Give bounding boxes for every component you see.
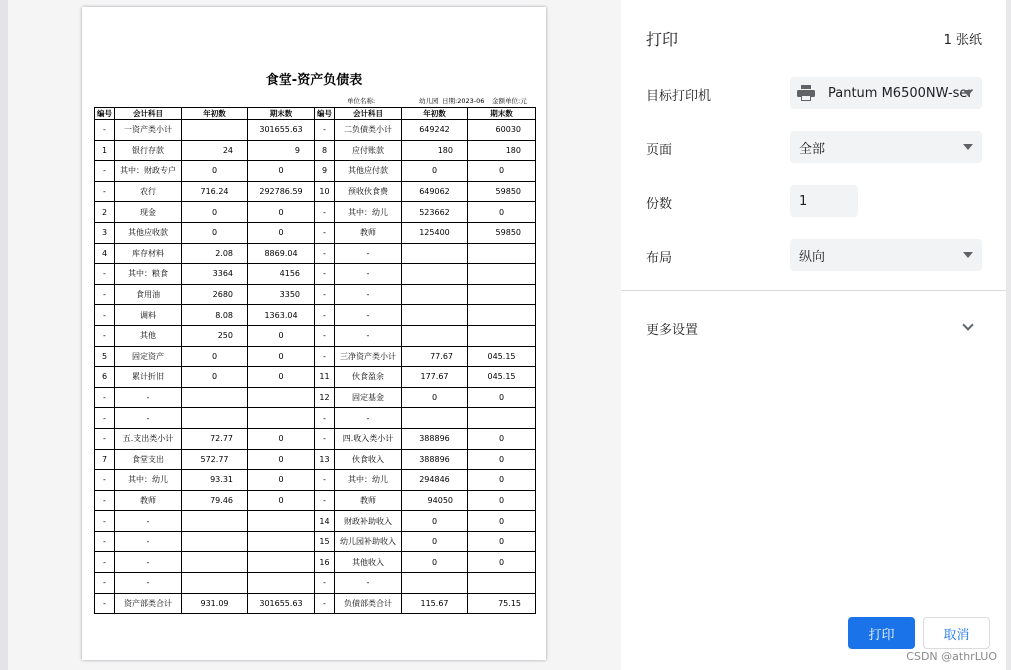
table-cell: 2.08 [182,243,248,264]
table-cell: - [95,531,115,552]
table-cell: - [315,593,335,614]
table-row [95,593,536,614]
table-cell: 0 [248,449,315,470]
table-cell [402,305,468,326]
table-cell: 0 [248,325,315,346]
table-cell: 11 [315,367,335,388]
table-cell: 75.15 [468,593,536,614]
printer-icon [796,85,820,101]
table-row [95,573,536,594]
table-cell: 0 [468,202,536,223]
table-cell: - [315,408,335,429]
table-cell: - [335,264,402,285]
table-cell: - [115,552,182,573]
table-cell: 0 [468,531,536,552]
table-cell: 调料 [115,305,182,326]
table-row [95,264,536,285]
column-header: 编号 [315,108,335,120]
table-cell: 5 [95,346,115,367]
table-cell: - [115,531,182,552]
table-cell: 四.收入类小计 [335,428,402,449]
table-cell: 388896 [402,449,468,470]
table-row [95,470,536,491]
copies-label: 份数 [646,197,673,212]
table-row [95,408,536,429]
table-cell: 9 [315,161,335,182]
table-cell: 其他应付款 [335,161,402,182]
table-cell [248,511,315,532]
destination-value: Pantum M6500NW-ser [828,85,973,101]
table-cell: 388896 [402,428,468,449]
table-cell: - [115,408,182,429]
table-cell: 045.15 [468,367,536,388]
layout-label: 布局 [646,251,673,266]
table-row [95,367,536,388]
table-cell: - [335,325,402,346]
table-cell [182,408,248,429]
document-title: 食堂-资产负债表 [265,73,363,88]
caret-down-icon [963,144,973,150]
table-cell: 79.46 [182,490,248,511]
table-cell [182,387,248,408]
unit-name-label: 单位名称: [347,97,376,105]
table-cell: 教师 [335,222,402,243]
table-cell [468,325,536,346]
table-row [95,346,536,367]
table-cell: 8869.04 [248,243,315,264]
table-cell: 60030 [468,120,536,141]
table-cell: 银行存款 [115,140,182,161]
table-row [95,120,536,141]
section-divider [621,290,1006,291]
table-cell: 649062 [402,181,468,202]
table-cell: - [95,120,115,141]
table-cell: 294846 [402,470,468,491]
chevron-down-icon[interactable] [962,319,973,330]
table-cell: - [315,305,335,326]
table-cell: - [115,573,182,594]
table-cell: 72.77 [182,428,248,449]
table-cell: 固定基金 [335,387,402,408]
table-cell [402,284,468,305]
table-cell: 0 [402,552,468,573]
table-cell [402,573,468,594]
table-cell: 库存材料 [115,243,182,264]
table-cell: 其中：幼儿 [335,470,402,491]
table-cell: 177.67 [402,367,468,388]
table-cell: - [115,511,182,532]
table-cell: 4 [95,243,115,264]
table-cell: 3364 [182,264,248,285]
table-cell: 301655.63 [248,120,315,141]
table-cell: - [315,325,335,346]
table-cell: - [95,264,115,285]
table-cell: 0 [468,387,536,408]
table-cell: - [95,161,115,182]
table-cell: 2680 [182,284,248,305]
report-date: 日期:2023-06 [442,97,485,105]
table-cell: 8 [315,140,335,161]
column-header: 期末数 [248,108,315,120]
table-cell: 0 [468,490,536,511]
table-cell: 0 [468,428,536,449]
pages-value: 全部 [799,141,826,157]
table-cell: - [315,243,335,264]
column-header: 会计科目 [115,108,182,120]
table-cell: 累计折旧 [115,367,182,388]
table-cell: 应付账款 [335,140,402,161]
table-cell: 固定资产 [115,346,182,367]
table-cell [468,408,536,429]
table-cell: 0 [248,428,315,449]
table-cell: 10 [315,181,335,202]
table-cell: 教师 [335,490,402,511]
table-cell: 一资产类小计 [115,120,182,141]
preview-edge [0,0,8,670]
table-cell: - [95,552,115,573]
cancel-button[interactable]: 取消 [923,617,990,649]
table-row [95,181,536,202]
caret-down-icon [963,252,973,258]
table-cell: 0 [182,367,248,388]
table-cell: - [95,470,115,491]
table-cell: 1 [95,140,115,161]
table-cell: 预收伙食费 [335,181,402,202]
table-cell: 食堂支出 [115,449,182,470]
destination-select[interactable] [790,77,982,109]
table-cell: - [95,593,115,614]
table-cell: 180 [402,140,468,161]
table-cell: 0 [248,470,315,491]
column-header: 期末数 [468,108,536,120]
table-cell: 食用油 [115,284,182,305]
table-cell: - [315,573,335,594]
table-cell [402,325,468,346]
table-row [95,449,536,470]
table-cell: 其中：幼儿 [115,470,182,491]
table-cell [468,243,536,264]
table-cell: 0 [468,511,536,532]
table-cell [248,387,315,408]
table-cell [468,305,536,326]
table-cell: 3350 [248,284,315,305]
table-cell [248,531,315,552]
table-cell: 0 [468,161,536,182]
column-header: 年初数 [182,108,248,120]
destination-label: 目标打印机 [646,89,712,104]
table-row [95,222,536,243]
table-cell: - [95,490,115,511]
table-cell: - [95,284,115,305]
table-cell: 931.09 [182,593,248,614]
table-cell: 59850 [468,181,536,202]
table-cell: - [315,222,335,243]
table-cell: 7 [95,449,115,470]
table-row [95,284,536,305]
table-cell: - [315,120,335,141]
table-cell: 2 [95,202,115,223]
table-cell: 0 [182,202,248,223]
table-cell: 523662 [402,202,468,223]
table-cell: 94050 [402,490,468,511]
table-cell: 农行 [115,181,182,202]
table-cell: 649242 [402,120,468,141]
table-cell: - [315,470,335,491]
table-cell [248,552,315,573]
print-dialog-title: 打印 [646,30,679,49]
table-row [95,387,536,408]
table-cell: 0 [248,222,315,243]
table-cell [182,120,248,141]
column-header: 年初数 [402,108,468,120]
table-cell: - [95,387,115,408]
table-cell: 0 [182,222,248,243]
print-button[interactable]: 打印 [848,617,915,649]
print-settings-panel [621,0,1006,670]
table-cell: 12 [315,387,335,408]
table-cell: 250 [182,325,248,346]
table-cell: 0 [402,161,468,182]
table-cell: - [315,264,335,285]
preview-page [82,7,546,660]
table-cell: 0 [402,531,468,552]
table-cell [182,552,248,573]
table-cell: 幼儿园补助收入 [335,531,402,552]
table-cell: 13 [315,449,335,470]
table-row [95,325,536,346]
table-cell: 其中：粮食 [115,264,182,285]
table-cell: - [95,408,115,429]
pages-select[interactable] [790,131,982,163]
table-cell: 其他应收款 [115,222,182,243]
table-row [95,511,536,532]
table-cell [248,408,315,429]
table-cell: 93.31 [182,470,248,491]
table-cell: 16 [315,552,335,573]
table-cell: 0 [248,367,315,388]
table-cell: 资产部类合计 [115,593,182,614]
table-row [95,428,536,449]
table-cell: 0 [248,161,315,182]
table-cell: 115.67 [402,593,468,614]
table-cell: 77.67 [402,346,468,367]
table-cell: - [315,202,335,223]
table-row [95,531,536,552]
column-header: 会计科目 [335,108,402,120]
table-cell: - [335,305,402,326]
table-cell: 0 [468,552,536,573]
table-cell: 572.77 [182,449,248,470]
table-cell: 0 [402,511,468,532]
table-cell: - [95,428,115,449]
table-cell: 4156 [248,264,315,285]
table-cell: - [95,325,115,346]
table-cell: - [335,243,402,264]
table-cell: 3 [95,222,115,243]
pages-label: 页面 [646,143,673,158]
table-cell: - [95,305,115,326]
table-cell: 180 [468,140,536,161]
table-cell: 三净资产类小计 [335,346,402,367]
table-cell: 6 [95,367,115,388]
more-settings-toggle[interactable]: 更多设置 [646,323,699,338]
table-cell: 0 [468,470,536,491]
table-row [95,490,536,511]
table-cell: - [95,573,115,594]
table-row [95,140,536,161]
table-cell: - [315,346,335,367]
table-cell: - [335,284,402,305]
table-cell: 1363.04 [248,305,315,326]
caret-down-icon [963,90,973,96]
table-cell [182,573,248,594]
table-row [95,161,536,182]
table-row [95,552,536,573]
table-cell [248,573,315,594]
table-cell: - [315,428,335,449]
table-cell: - [335,573,402,594]
table-cell [468,573,536,594]
table-cell [182,511,248,532]
table-cell: 716.24 [182,181,248,202]
table-cell: 0 [182,161,248,182]
window-edge [1006,0,1011,670]
table-cell: 24 [182,140,248,161]
table-cell: - [95,181,115,202]
table-cell: - [115,387,182,408]
table-cell: 负债部类合计 [335,593,402,614]
table-cell: 伙食盈余 [335,367,402,388]
table-cell: 0 [402,387,468,408]
sheet-count: 1 张纸 [943,33,982,48]
table-row [95,202,536,223]
table-cell: 0 [248,202,315,223]
table-header-row [95,108,536,120]
table-cell [402,243,468,264]
table-cell: 教师 [115,490,182,511]
table-cell: - [315,490,335,511]
copies-input[interactable]: 1 [790,185,858,217]
table-cell: 15 [315,531,335,552]
table-cell: 财政补助收入 [335,511,402,532]
unit-name-value: 幼儿园 [419,97,439,105]
table-cell: 其他 [115,325,182,346]
table-cell: 9 [248,140,315,161]
table-cell: 0 [182,346,248,367]
column-header: 编号 [95,108,115,120]
table-cell: 伙食收入 [335,449,402,470]
table-cell [182,531,248,552]
table-cell: 125400 [402,222,468,243]
currency-unit: 金额单位:元 [492,97,527,105]
watermark-text: CSDN @athrLUO [906,650,997,663]
table-row [95,243,536,264]
table-cell: - [335,408,402,429]
table-cell: 045.15 [468,346,536,367]
table-cell: 二负债类小计 [335,120,402,141]
balance-sheet-table [94,107,536,614]
table-cell [402,264,468,285]
table-cell [468,264,536,285]
table-row [95,305,536,326]
table-cell: 14 [315,511,335,532]
table-cell: 8.08 [182,305,248,326]
table-cell [402,408,468,429]
table-cell: 其中：财政专户 [115,161,182,182]
table-cell: 292786.59 [248,181,315,202]
table-cell: 现金 [115,202,182,223]
table-cell: - [315,284,335,305]
table-cell: 其中：幼儿 [335,202,402,223]
table-cell: 0 [468,449,536,470]
table-cell: 301655.63 [248,593,315,614]
table-cell: 其他收入 [335,552,402,573]
layout-value: 纵向 [799,249,826,265]
table-cell: 59850 [468,222,536,243]
table-cell: 0 [248,346,315,367]
table-cell: 五.支出类小计 [115,428,182,449]
table-cell: - [95,511,115,532]
layout-select[interactable] [790,239,982,271]
table-cell: 0 [248,490,315,511]
table-cell [468,284,536,305]
